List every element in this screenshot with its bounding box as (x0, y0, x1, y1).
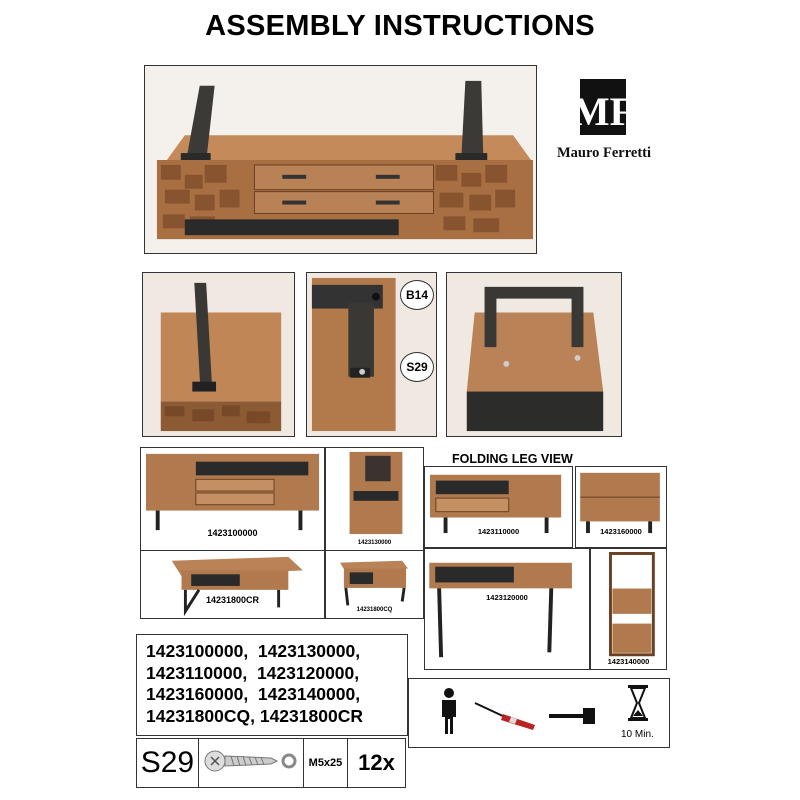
screwdriver-icon (471, 699, 541, 736)
product-code: 1423120000 (486, 593, 528, 602)
product-code: 14231800CQ (356, 607, 393, 613)
page-title: ASSEMBLY INSTRUCTIONS (205, 10, 595, 42)
code-line: 1423100000, 1423130000, (146, 641, 361, 661)
svg-text:MF: MF (571, 89, 635, 134)
hardware-row (136, 738, 406, 788)
hardware-id: S29 (140, 746, 195, 779)
code-line: 1423110000, 1423120000, (146, 662, 360, 683)
product-card (424, 466, 573, 548)
wrench-icon (547, 705, 597, 732)
person-icon (439, 687, 459, 740)
product-card (140, 447, 325, 551)
product-card (424, 548, 590, 670)
product-code: 1423110000 (477, 527, 520, 536)
step-image-bracket (446, 272, 622, 437)
code-line: 1423160000, 1423140000, (146, 684, 361, 704)
product-code: 1423130000 (357, 540, 392, 546)
hardware-size: M5x25 (308, 757, 343, 769)
brand-logo (548, 73, 660, 165)
svg-text:Mauro Ferretti: Mauro Ferretti (556, 145, 652, 161)
hardware-qty: 12x (358, 750, 395, 775)
product-card (575, 466, 667, 548)
product-code: 1423160000 (600, 527, 642, 536)
product-code-list (136, 634, 408, 736)
code-line: 14231800CQ, 14231800CR (146, 705, 363, 726)
tools-panel (408, 678, 670, 748)
folding-leg-view-title: FOLDING LEG VIEW (452, 452, 573, 466)
hourglass-icon (627, 684, 649, 727)
main-product-image (144, 65, 537, 254)
screw-icon (201, 746, 301, 781)
product-card (325, 447, 424, 551)
assembly-time: 10 Min. (621, 729, 654, 740)
step-image-leg-attached (142, 272, 295, 437)
callout-screw-label: S29 (406, 360, 428, 374)
folding-leg-grid (424, 466, 667, 670)
product-grid (140, 447, 424, 619)
product-code: 1423140000 (607, 657, 650, 666)
product-card (140, 550, 325, 619)
callout-bolt-label: B14 (405, 288, 428, 302)
callout-bolt (400, 280, 434, 310)
product-card (590, 548, 667, 670)
callout-screw (400, 352, 434, 382)
product-code: 1423100000 (207, 528, 258, 538)
product-card (325, 550, 424, 619)
product-code: 14231800CR (205, 595, 260, 605)
